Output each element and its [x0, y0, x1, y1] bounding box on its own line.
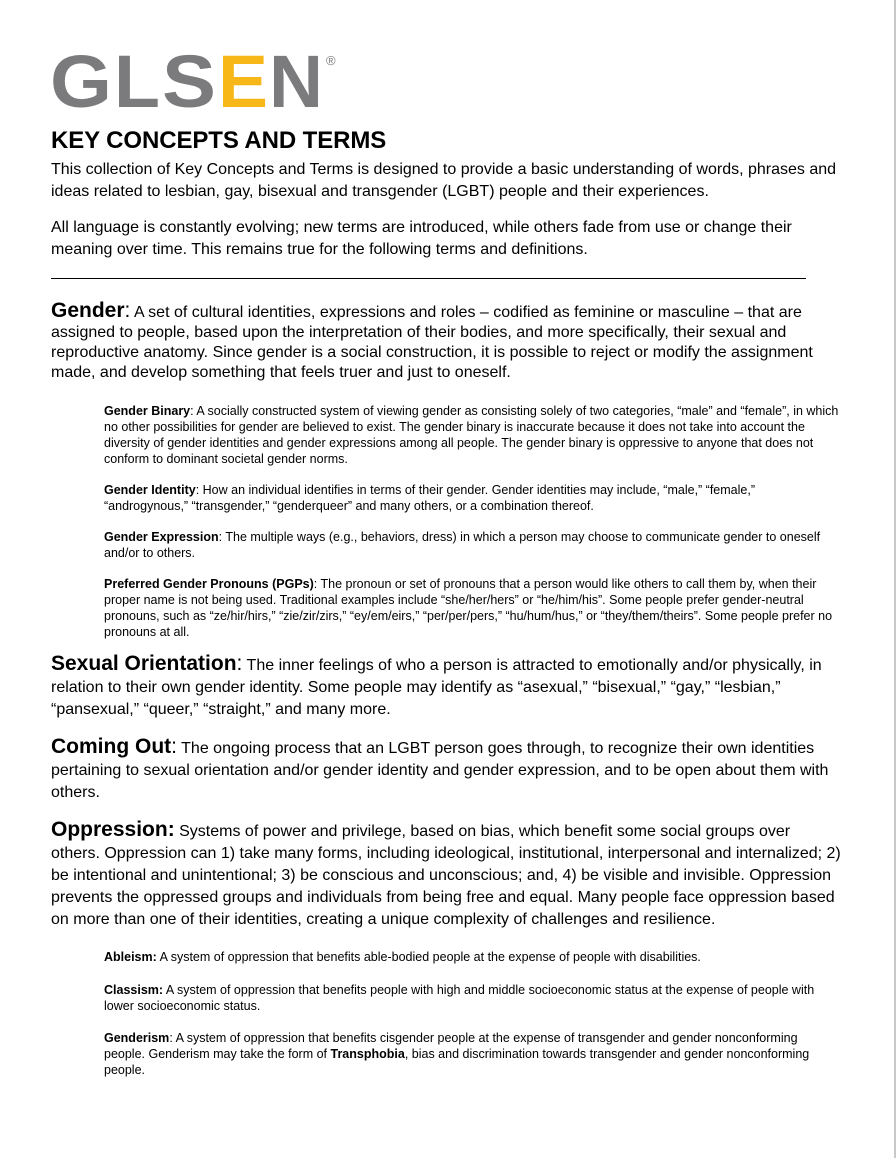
- subterm-definition: The multiple ways (e.g., behaviors, dress) in which a person may choose to communicate gender to oneself and/or to others.: [104, 530, 821, 560]
- document-body: [51, 124, 841, 1090]
- subterm-separator: :: [195, 483, 200, 497]
- subterm-definition: A system of oppression that benefits cisgender people at the expense of transgender and gender nonconforming people. Genderism may take the form of: [104, 1030, 798, 1061]
- term-name: Sexual Orientation: [51, 651, 237, 675]
- term-name: Gender: [51, 299, 125, 322]
- subterm-ableism: [104, 949, 839, 965]
- term-definition: Systems of power and privilege, based on bias, which benefit some social groups over others. Oppression can 1) take many forms, including ideological, institutional, interpersonal and internalized; 2) be intentional and unintentional; 3) be conscious and unconscious; and, 4) be visible and invisible. Oppression prevents the oppressed groups and individuals from being free and equal. Many people face oppression based on more than one of their identities, creating a unique complexity of challenges and resilience.: [51, 822, 841, 928]
- term-separator: :: [171, 734, 177, 758]
- subterm-name: Classism:: [104, 982, 164, 997]
- subterm-separator: :: [169, 1030, 173, 1045]
- subterm-gender-identity: [104, 482, 839, 514]
- subterm-name: Ableism:: [104, 949, 157, 964]
- section-divider: [51, 278, 806, 279]
- logo-letter-e: E: [218, 52, 268, 110]
- subterm-name: Preferred Gender Pronouns (PGPs): [104, 577, 314, 591]
- subterm-definition: A socially constructed system of viewing gender as consisting solely of two categories, “male” and “female”, in which no other possibilities for gender are believed to exist. The gender binary is inaccurate because it does not take into account the diversity of gender identities and gender expressions among all people. The gender binary is oppressive to anyone that does not conform to dominant societal gender norms.: [104, 404, 839, 466]
- registered-mark-icon: ®: [326, 53, 336, 68]
- subterm-separator: :: [313, 577, 318, 591]
- subterm-definition: , bias and discrimination towards transgender and gender nonconforming people.: [104, 1046, 810, 1077]
- term-separator: :: [236, 651, 243, 675]
- subterm-classism: [104, 982, 839, 1014]
- subterm-genderism: [104, 1030, 839, 1078]
- logo-letter-n: N: [269, 52, 323, 110]
- subterm-inline-term-transphobia: Transphobia: [330, 1046, 405, 1061]
- subterm-gender-binary: [104, 403, 839, 467]
- term-definition: The ongoing process that an LGBT person goes through, to recognize their own identities pertaining to sexual orientation and/or gender identity and gender expression, and to be open about them with others.: [51, 739, 829, 801]
- logo-letter-s: S: [162, 52, 216, 110]
- intro-paragraph: All language is constantly evolving; new terms are introduced, while others fade from use or change their meaning over time. This remains true for the following terms and definitions.: [51, 219, 792, 258]
- subterm-separator: :: [218, 530, 223, 544]
- subterm-definition: The pronoun or set of pronouns that a person would like others to call them by, when their proper name is not being used. Traditional examples include “she/her/hers” or “he/him/his”. Some people prefer gender-neutral pronouns, such as “ze/hir/hirs,” “zie/zir/zirs,” “ey/em/eirs,” “per/per/pers,” “hu/hum/hus,” or “they/them/theirs”. Some people prefer no pronouns at all.: [104, 577, 833, 639]
- glsen-logo-mark: [50, 52, 340, 110]
- term-name: Oppression:: [51, 817, 175, 841]
- subterm-separator: :: [190, 404, 194, 418]
- term-sexual-orientation: [51, 653, 841, 721]
- term-gender: [51, 301, 841, 383]
- term-definition: The inner feelings of who a person is attracted to emotionally and/or physically, in relation to their own gender identity. Some people may identify as “asexual,” “bisexual,” “gay,” “lesbian,” “pansexual,” “queer,” “straight,” and many more.: [51, 656, 822, 718]
- logo-letter-l: L: [114, 52, 160, 110]
- subterm-preferred-gender-pronouns: [104, 576, 839, 640]
- subterm-definition: A system of oppression that benefits able-bodied people at the expense of people with disabilities.: [156, 949, 701, 964]
- document-title: KEY CONCEPTS AND TERMS: [51, 127, 387, 154]
- term-oppression: [51, 819, 841, 931]
- subterm-name: Gender Binary: [104, 404, 191, 418]
- glsen-logo: [50, 52, 340, 110]
- term-definition: A set of cultural identities, expressions and roles – codified as feminine or masculine – that are assigned to people, based upon the interpretation of their bodies, and more specifically, their sexual and reproductive anatomy. Since gender is a social construction, it is possible to reject or modify the assignment made, and develop something that feels truer and just to oneself.: [51, 304, 813, 381]
- subterm-gender-expression: [104, 529, 839, 561]
- subterm-definition: A system of oppression that benefits people with high and middle socioeconomic status at the expense of people with lower socioeconomic status.: [104, 982, 815, 1013]
- term-name: Coming Out: [51, 734, 172, 758]
- subterm-name: Genderism: [104, 1030, 170, 1045]
- logo-letter-g: G: [50, 52, 112, 110]
- subterm-definition: How an individual identifies in terms of their gender. Gender identities may include, “male,” “female,” “androgynous,” “transgender,” “genderqueer” and many others, or a combination thereof.: [104, 483, 755, 513]
- term-coming-out: [51, 736, 841, 804]
- subterm-name: Gender Expression: [104, 530, 219, 544]
- subterm-name: Gender Identity: [104, 483, 196, 497]
- intro-paragraph: This collection of Key Concepts and Terms is designed to provide a basic understanding of words, phrases and ideas related to lesbian, gay, bisexual and transgender (LGBT) people and their experiences.: [51, 161, 837, 200]
- term-separator: :: [124, 299, 131, 322]
